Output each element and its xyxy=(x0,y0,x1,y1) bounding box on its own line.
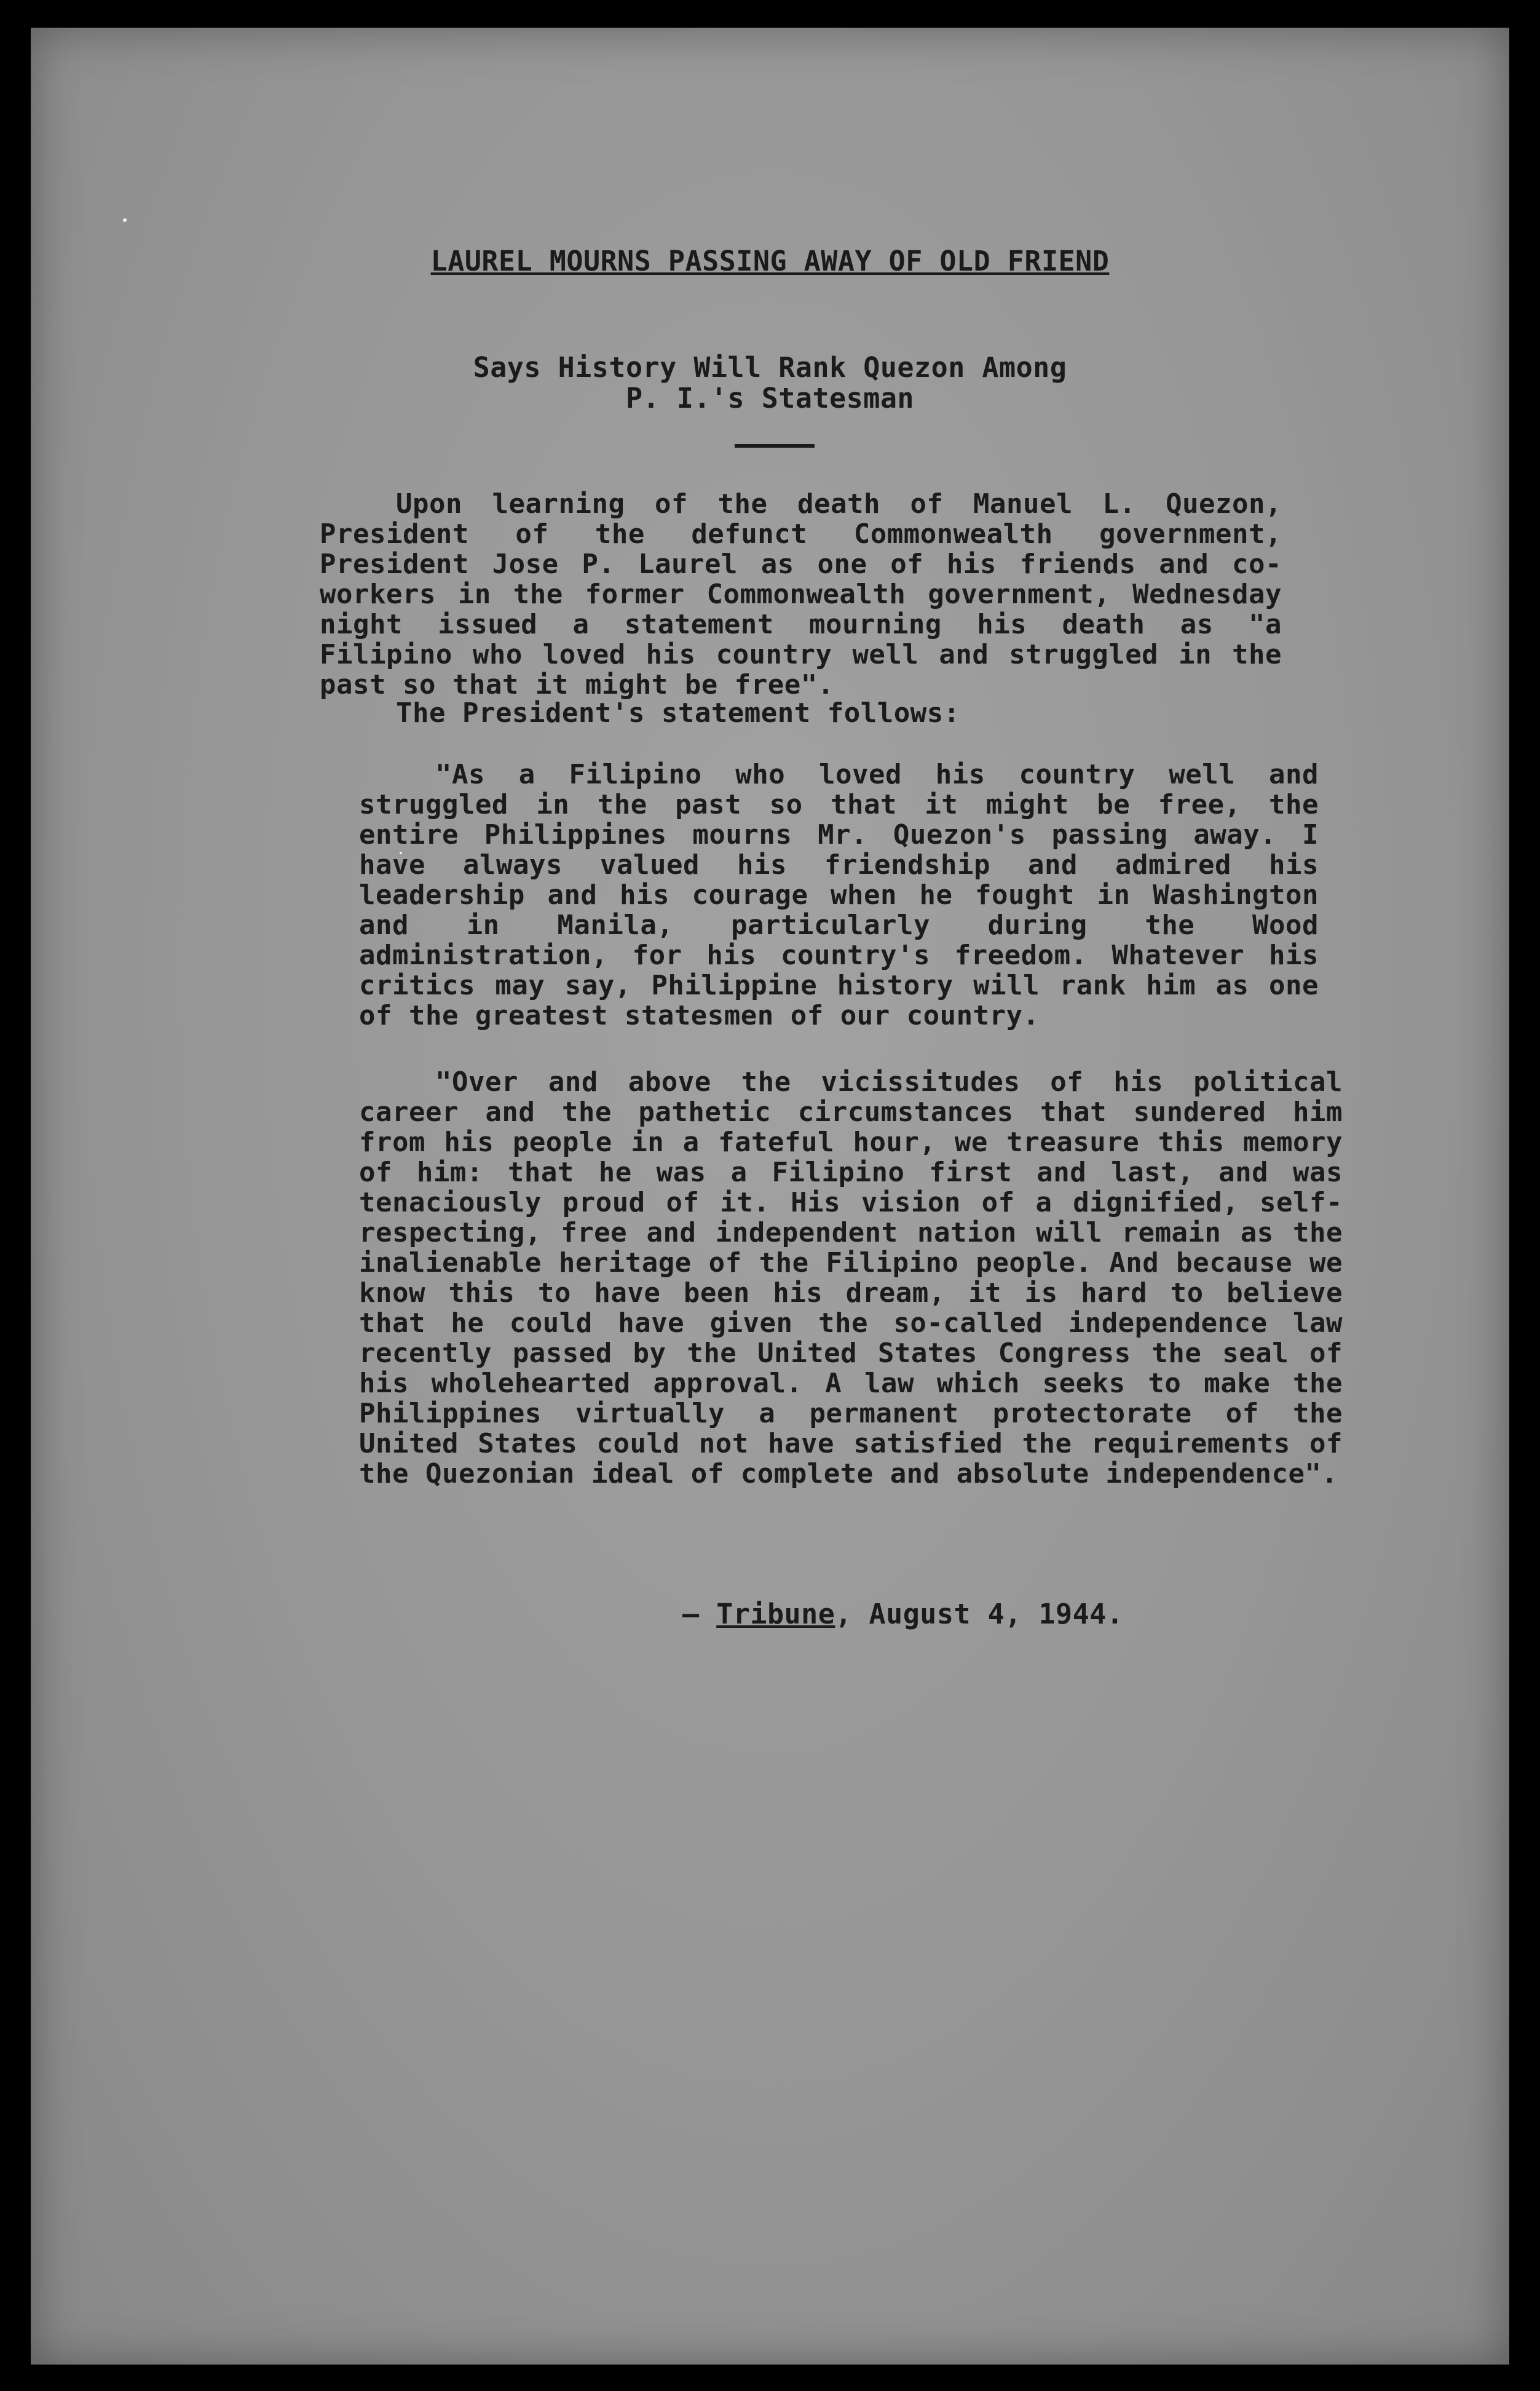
intro-paragraph: Upon learning of the death of Manuel L. Quezon, President of the defunct Commonwealth government, President Jose P. Laurel as one of his friends and co-workers in the former Commonwealth government, Wednesday night issued a statement mourning his death as "a Filipino who loved his country well and struggled in the past so that it might be free". xyxy=(320,488,1282,700)
subtitle-line-1: Says History Will Rank Quezon Among xyxy=(473,351,1067,384)
source-publication: Tribune xyxy=(716,1598,835,1630)
page-title: LAUREL MOURNS PASSING AWAY OF OLD FRIEND xyxy=(430,245,1110,277)
source-dash: — xyxy=(682,1598,700,1630)
separator-rule xyxy=(735,444,815,448)
subtitle xyxy=(31,352,1509,414)
statement-lead: The President's statement follows: xyxy=(396,697,960,729)
subtitle-line-2: P. I.'s Statesman xyxy=(625,382,915,414)
source-citation xyxy=(682,1599,1123,1629)
typed-page xyxy=(31,28,1509,2365)
statement-paragraph-2: "Over and above the vicissitudes of his political career and the pathetic circumstances that sundered him from his people in a fateful hour, we treasure this memory of him: that he was a Filipino first and last, and was tenaciously proud of it. His vision of a dignified, self-respecting, free and independent nation will remain as the inalienable heritage of the Filipino people. And because we know this to have been his dream, it is hard to believe that he could have given the so-called independence law recently passed by the United States Congress the seal of his wholehearted approval. A law which seeks to make the Philippines virtually a permanent protectorate of the United States could not have satisfied the requirements of the Quezonian ideal of complete and absolute independence". xyxy=(359,1066,1343,1489)
statement-paragraph-1: "As a Filipino who loved his country well and struggled in the past so that it might be free, the entire Philippines mourns Mr. Quezon's passing away. I have always valued his friendship and admired his leadership and his courage when he fought in Washington and in Manila, particularly during the Wood administration, for his country's freedom. Whatever his critics may say, Philippine history will rank him as one of the greatest statesmen of our country. xyxy=(359,759,1319,1031)
document-sheet xyxy=(31,28,1509,2365)
source-date: , August 4, 1944. xyxy=(835,1598,1124,1630)
